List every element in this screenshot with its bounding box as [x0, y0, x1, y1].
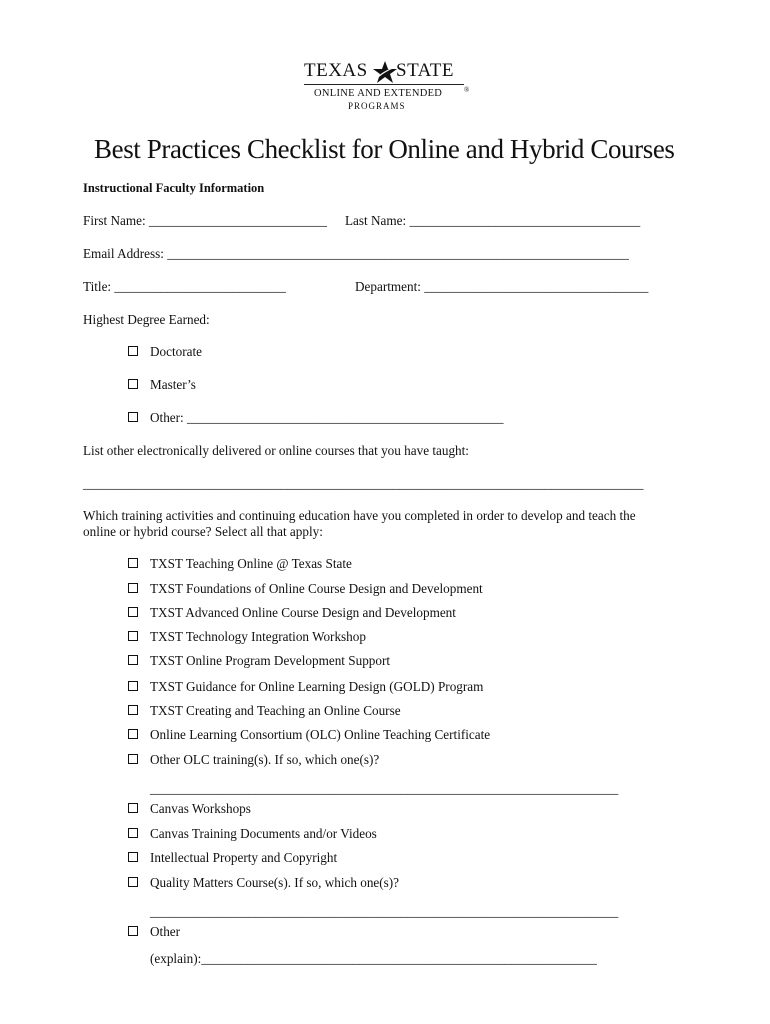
olc-input-line[interactable]: _______________________________________________________________________ — [150, 781, 619, 796]
doctorate-label: Doctorate — [150, 344, 202, 359]
training-checkbox[interactable] — [128, 655, 138, 665]
training-option-label: TXST Creating and Teaching an Online Course — [150, 703, 401, 718]
masters-checkbox[interactable] — [128, 379, 138, 389]
training-option-label: TXST Advanced Online Course Design and Development — [150, 605, 456, 620]
courses-input-line[interactable]: _____________________________________________________________________________________ — [83, 476, 644, 491]
email-field[interactable]: Email Address: ______________________________________________________________________ — [83, 246, 629, 261]
other-training-label: Other — [150, 924, 181, 939]
other-explain-field[interactable]: (explain):____________________________________________________________ — [150, 951, 597, 966]
logo-texas-text: TEXAS — [304, 60, 368, 81]
training-option-label: TXST Technology Integration Workshop — [150, 629, 366, 644]
training-checkbox[interactable] — [128, 681, 138, 691]
doctorate-checkbox[interactable] — [128, 346, 138, 356]
first-name-field[interactable]: First Name: ___________________________ — [83, 213, 327, 228]
training-checkbox[interactable] — [128, 828, 138, 838]
training-checkbox[interactable] — [128, 729, 138, 739]
masters-label: Master’s — [150, 377, 196, 392]
training-checkbox[interactable] — [128, 803, 138, 813]
last-name-field[interactable]: Last Name: ___________________________________ — [345, 213, 641, 228]
training-option-label: Canvas Workshops — [150, 801, 251, 816]
section-heading: Instructional Faculty Information — [83, 181, 265, 195]
training-checkbox[interactable] — [128, 583, 138, 593]
training-option-label: TXST Foundations of Online Course Design and Development — [150, 581, 483, 596]
training-checkbox[interactable] — [128, 558, 138, 568]
page-title: Best Practices Checklist for Online and Hybrid Courses — [94, 134, 675, 164]
training-checkbox[interactable] — [128, 631, 138, 641]
training-option-label: Other OLC training(s). If so, which one(s)? — [150, 752, 380, 767]
logo-state-text: STATE — [396, 60, 454, 81]
training-checkbox[interactable] — [128, 754, 138, 764]
logo-divider — [304, 84, 464, 85]
other-training-checkbox[interactable] — [128, 926, 138, 936]
other-degree-field[interactable]: Other: ________________________________________________ — [150, 410, 504, 425]
degree-question: Highest Degree Earned: — [83, 312, 210, 327]
logo-subtitle-line1: ONLINE AND EXTENDED — [314, 88, 443, 99]
training-checkbox[interactable] — [128, 705, 138, 715]
qm-input-line[interactable]: _______________________________________________________________________ — [150, 904, 619, 919]
training-option-label: Intellectual Property and Copyright — [150, 850, 338, 865]
logo-subtitle-line2: PROGRAMS — [348, 101, 406, 111]
training-question-line2: online or hybrid course? Select all that apply: — [83, 524, 323, 539]
logo-registered-mark: ® — [464, 86, 470, 94]
training-option-label: Online Learning Consortium (OLC) Online Teaching Certificate — [150, 727, 491, 742]
training-checkbox[interactable] — [128, 607, 138, 617]
training-checkbox[interactable] — [128, 852, 138, 862]
training-option-label: TXST Guidance for Online Learning Design (GOLD) Program — [150, 679, 484, 694]
training-option-label: Canvas Training Documents and/or Videos — [150, 826, 377, 841]
training-option-label: TXST Teaching Online @ Texas State — [150, 556, 352, 571]
star-icon — [372, 60, 398, 84]
courses-question: List other electronically delivered or online courses that you have taught: — [83, 443, 469, 458]
training-checkbox[interactable] — [128, 877, 138, 887]
training-option-label: Quality Matters Course(s). If so, which one(s)? — [150, 875, 400, 890]
training-option-label: TXST Online Program Development Support — [150, 653, 391, 668]
department-field[interactable]: Department: __________________________________ — [355, 279, 649, 294]
texas-state-logo — [300, 60, 475, 118]
training-question-line1: Which training activities and continuing education have you completed in order to develop and teach the — [83, 508, 636, 523]
title-field[interactable]: Title: __________________________ — [83, 279, 286, 294]
other-degree-checkbox[interactable] — [128, 412, 138, 422]
